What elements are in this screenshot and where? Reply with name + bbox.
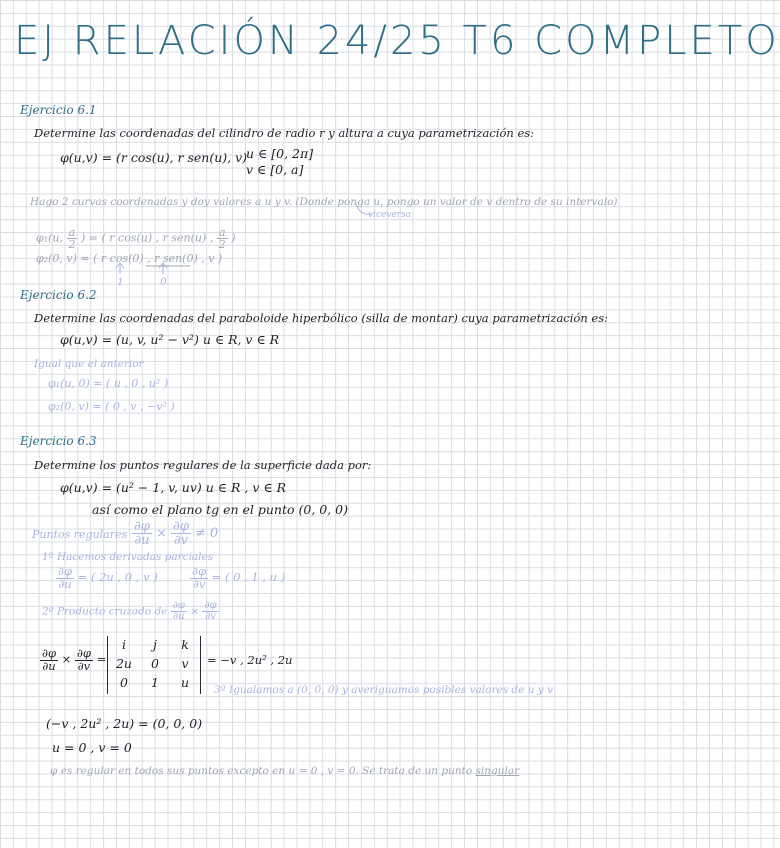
ex1-range-v: v ∈ [0, a] [246,162,304,177]
ex3-partial-v-value: = ( 0 , 1 , u ) [211,570,286,584]
ex3-partial-u: $\frac{\partial\varphi}{\partial u}$ = ( 2u , 0 , v ) [58,564,158,591]
ex3-statement: Determine los puntos regulares de la superficie dada por: [34,458,372,472]
matrix-a22: 0 [151,656,159,671]
ex3-cross: × [155,526,167,541]
matrix-j: j [153,637,157,652]
ex3-step-1: 1º Hacemos derivadas parciales [42,551,214,563]
matrix-a32: 1 [151,675,159,690]
ex2-heading: Ejercicio 6.2 [20,288,97,302]
ex1-range-u: u ∈ [0, 2π] [246,146,314,161]
ex2-curve-2: φ₂(0, v) = ( 0 , v , −v² ) [48,400,175,413]
matrix-a23: v [181,656,189,671]
ex3-partial-v: $\frac{\partial\varphi}{\partial v}$ = ( 0 , 1 , u ) [192,564,286,591]
ex3-parametrization: φ(u,v) = (u² − 1, v, uv) u ∈ R , v ∈ R [60,480,287,495]
ex1-heading: Ejercicio 6.1 [20,103,97,117]
ex2-note: Igual que el anterior [34,358,144,370]
ex1-curve-1 [36,227,236,250]
ex1-curve-1-end: ) [231,231,236,245]
ex2-statement: Determine las coordenadas del paraboloide hiperbólico (silla de montar) cuya parametrización es: [34,311,608,325]
page-title: EJ RELACIÓN 24/25 T6 COMPLETO [14,18,780,64]
ex3-dphi: ∂φ [134,519,150,534]
ex3-dv: ∂v [173,533,188,548]
ex3-step-2: 2º Producto cruzado de $\frac{\partial\varphi}{\partial u}$ × $\frac{\partial\varphi}{\partial v}$ [42,600,217,622]
ex2-parametrization: φ(u,v) = (u, v, u² − v²) u ∈ R, v ∈ R [60,332,280,347]
ex3-equation-zero: (−v , 2u² , 2u) = (0, 0, 0) [46,716,203,731]
matrix-k: k [181,637,189,652]
ex3-neq-zero: ≠ 0 [194,526,219,541]
ex1-curve-1-rhs: ) = ( r cos(u) , r sen(u) , [80,231,214,245]
ex3-cross-product-lhs: $\frac{\partial\varphi}{\partial u}$ × $\frac{\partial\varphi}{\partial v}$ = [42,646,107,673]
ex3-solution: u = 0 , v = 0 [52,740,132,755]
ex1-curve-1-frac-2: $\frac{a}{2}$ [218,226,226,251]
ex1-note: Hago 2 curvas coordenadas y doy valores a u y v. (Donde ponga u, pongo un valor de v dentro de su intervalo) [30,196,618,208]
ex1-parametrization: φ(u,v) = (r cos(u), r sen(u), v) [60,150,248,165]
matrix-a33: u [180,675,190,690]
ex1-note-viceversa: viceversa [368,210,412,220]
ex1-mark-0: 0 [160,276,167,288]
matrix-a31: 0 [120,675,128,690]
ex3-du: ∂u [134,533,150,548]
matrix-i: i [122,637,126,652]
ex3-step-2-label: 2º Producto cruzado de [42,605,168,618]
ex1-mark-1: 1 [117,276,124,288]
ex3-conclusion [50,765,519,777]
matrix-a21: 2u [115,656,132,671]
ex1-statement: Determine las coordenadas del cilindro de radio r y altura a cuya parametrización es: [34,126,535,140]
ex1-curve-2: φ₂(0, v) = ( r cos(0) , r sen(0) , v ) [36,252,223,265]
ex3-regular-condition [132,520,218,547]
ex3-conclusion-text: φ es regular en todos sus puntos excepto en u = 0 , v = 0. Se trata de un punto [50,765,473,777]
ex3-conclusion-singular: singular [475,765,520,777]
ex3-dphi: ∂φ [173,519,189,534]
ex3-determinant [107,636,201,694]
ex1-curve-1-lhs: φ₁(u, [36,231,63,245]
ex3-cross-result: = −v , 2u² , 2u [207,653,293,667]
ex3-heading: Ejercicio 6.3 [20,434,97,448]
ex2-curve-1: φ₁(u, 0) = ( u , 0 , u² ) [48,377,169,390]
ex3-regular-label: Puntos regulares [32,528,128,541]
ex3-partial-u-value: = ( 2u , 0 , v ) [77,570,158,584]
ex1-curve-1-frac: $\frac{a}{2}$ [68,226,76,251]
ex3-subtask: así como el plano tg en el punto (0, 0, 0) [92,502,349,517]
ex3-step-3: 3º Igualamos a (0, 0, 0) y averiguamos posibles valores de u y v [214,684,554,696]
